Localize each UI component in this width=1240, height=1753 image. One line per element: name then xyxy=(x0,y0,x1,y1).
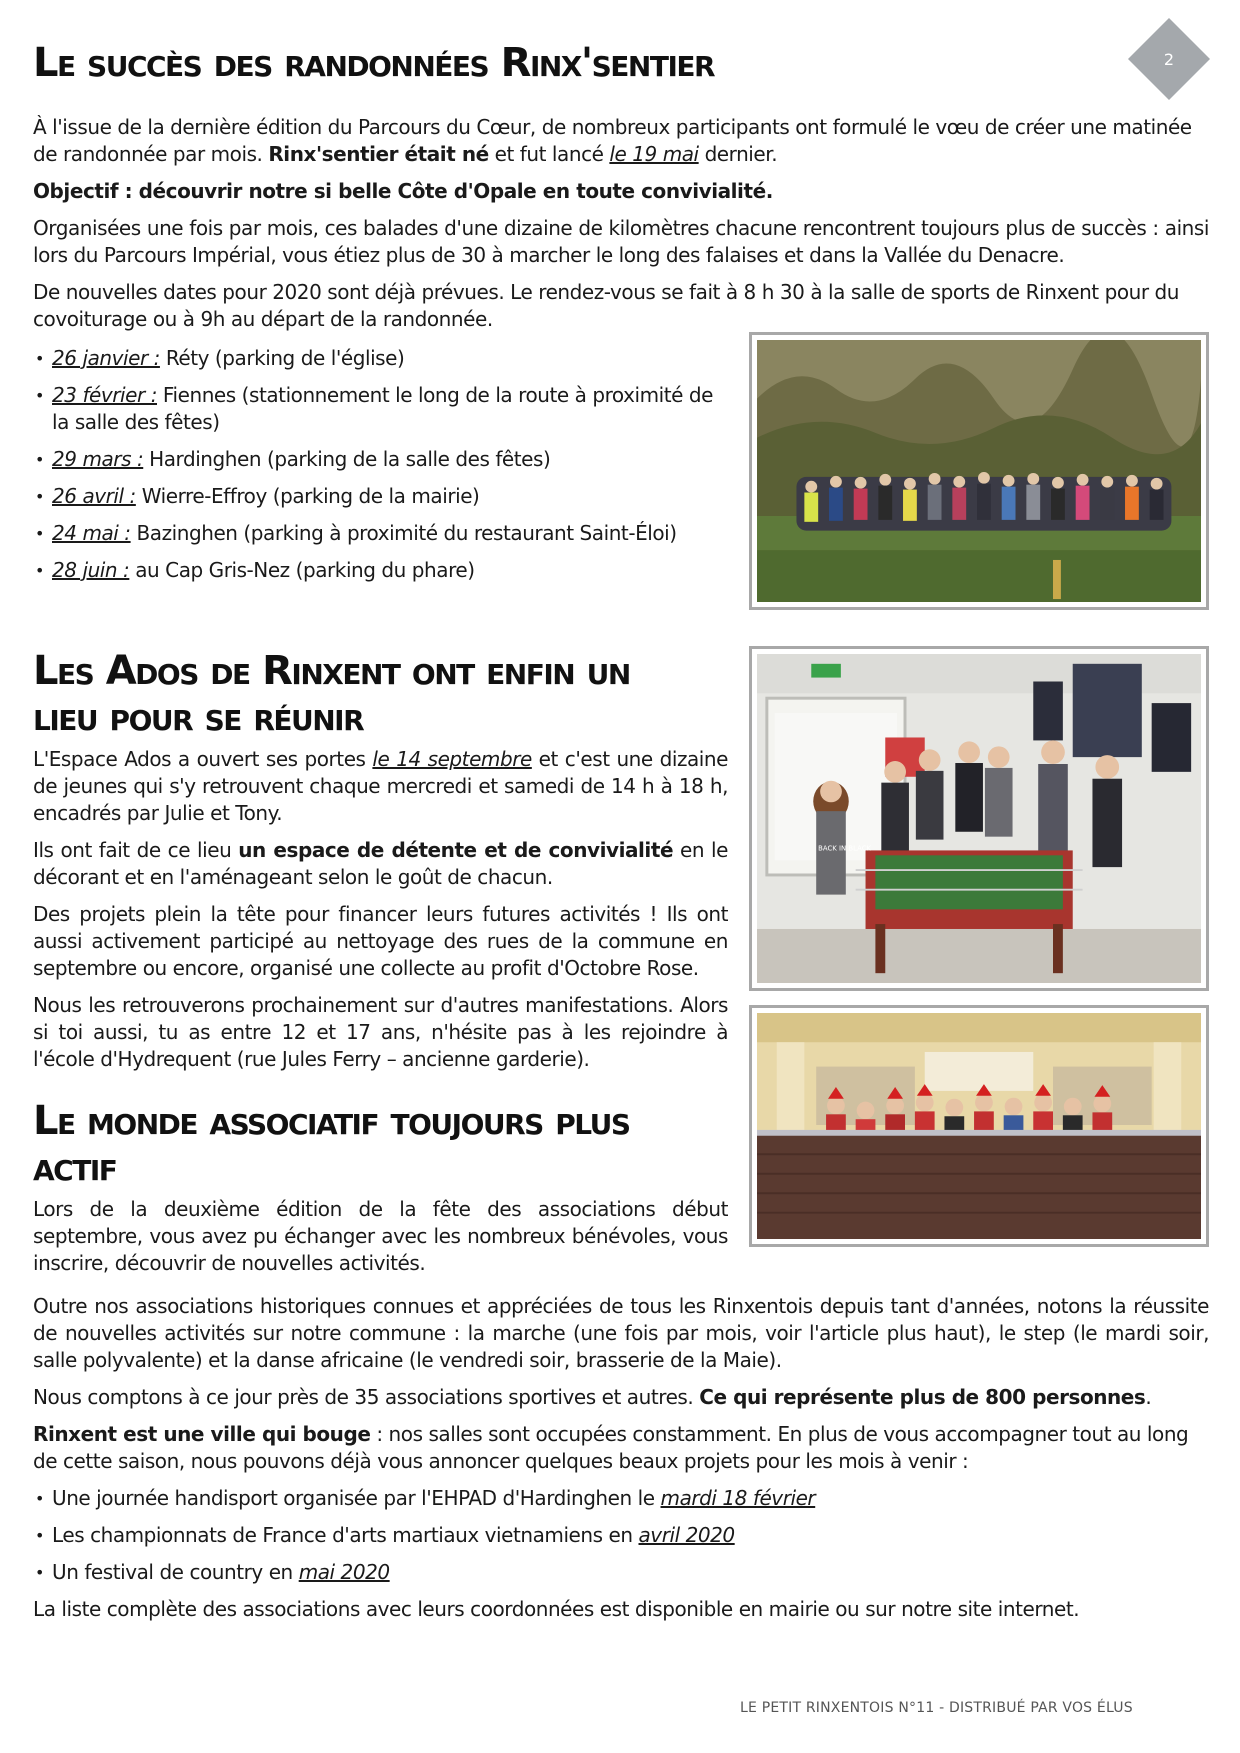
article1-objective: Objectif : découvrir notre si belle Côte d'Opale en toute convivialité. xyxy=(33,179,773,203)
article1-p3: De nouvelles dates pour 2020 sont déjà prévues. Le rendez-vous se fait à 8 h 30 à la salle de sports de Rinxent pour du covoiturage ou à 9h au départ de la randonnée. xyxy=(33,280,1180,331)
article2-title xyxy=(33,648,733,740)
article2-p3: Des projets plein la tête pour financer leurs futures activités ! Ils ont aussi activement participé au nettoyage des rues de la commune en septembre ou encore, organisé une collecte au profit d'Octobre Rose. xyxy=(33,902,728,980)
page-number: 2 xyxy=(1163,49,1175,69)
hikers-group-photo xyxy=(749,332,1209,610)
list-item: • 23 février : Fiennes (stationnement le long de la route à proximité de la salle des fêtes) xyxy=(33,382,733,436)
article3-p2: Outre nos associations historiques connues et appréciées de tous les Rinxentois depuis tant d'années, notons la réussite de nouvelles activités sur notre commune : la marche (une fois par mois, voir l'article plus haut), le step (le mardi soir, salle polyvalente) et la danse africaine (le vendredi soir, brasserie de la Maie). xyxy=(33,1294,1209,1372)
list-item: • 28 juin : au Cap Gris-Nez (parking du phare) xyxy=(33,557,733,584)
article1-dates-list xyxy=(33,345,733,594)
article3-p1: Lors de la deuxième édition de la fête des associations début septembre, vous avez pu échanger avec les nombreux bénévoles, vous inscrire, découvrir de nouvelles activités. xyxy=(33,1197,728,1275)
article1-title: Le succès des randonnées Rinx'sentier xyxy=(33,40,715,86)
list-item: • Une journée handisport organisée par l'EHPAD d'Hardinghen le mardi 18 février xyxy=(33,1485,1209,1512)
article3-body xyxy=(33,1293,1209,1633)
article2-body xyxy=(33,746,728,1083)
article2-title-line2: lieu pour se réunir xyxy=(33,694,364,740)
page-footer: LE PETIT RINXENTOIS N°11 - DISTRIBUÉ PAR VOS ÉLUS xyxy=(740,1700,1133,1716)
list-item: • 26 avril : Wierre-Effroy (parking de la mairie) xyxy=(33,483,733,510)
article1-intro xyxy=(33,114,1209,343)
article3-closing: La liste complète des associations avec leurs coordonnées est disponible en mairie ou sur notre site internet. xyxy=(33,1597,1080,1621)
list-item: • 29 mars : Hardinghen (parking de la salle des fêtes) xyxy=(33,446,733,473)
article3-events-list xyxy=(33,1485,1209,1586)
poster-text: BACK IN BLACK xyxy=(818,844,872,853)
article3-title-line1: Le monde associatif toujours plus xyxy=(33,1098,630,1144)
article2-p2: Ils ont fait de ce lieu un espace de détente et de convivialité en le décorant et en l'aménageant selon le goût de chacun. xyxy=(33,838,728,889)
list-item: • Un festival de country en mai 2020 xyxy=(33,1559,1209,1586)
article3-p3: Nous comptons à ce jour près de 35 associations sportives et autres. Ce qui représente plus de 800 personnes. xyxy=(33,1385,1152,1409)
article1-p1: À l'issue de la dernière édition du Parcours du Cœur, de nombreux participants ont formulé le vœu de créer une matinée de randonnée par mois. Rinx'sentier était né et fut lancé le 19 mai dernier. xyxy=(33,115,1192,166)
article2-p4: Nous les retrouverons prochainement sur d'autres manifestations. Alors si toi aussi, tu as entre 12 et 17 ans, n'hésite pas à les rejoindre à l'école d'Hydrequent (rue Jules Ferry – ancienne garderie). xyxy=(33,993,728,1071)
article2-title-line1: Les Ados de Rinxent ont enfin un xyxy=(33,648,630,694)
article1-p2: Organisées une fois par mois, ces balades d'une dizaine de kilomètres chacune rencontrent toujours plus de succès : ainsi lors du Parcours Impérial, vous étiez plus de 30 à marcher le long des falaises et dans la Vallée du Denacre. xyxy=(33,216,1209,267)
article3-title xyxy=(33,1098,733,1190)
list-item: • Les championnats de France d'arts martiaux vietnamiens en avril 2020 xyxy=(33,1522,1209,1549)
article3-intro xyxy=(33,1196,728,1287)
list-item: • 26 janvier : Réty (parking de l'église) xyxy=(33,345,733,372)
teens-room-photo xyxy=(749,646,1209,991)
article2-p1: L'Espace Ados a ouvert ses portes le 14 septembre et c'est une dizaine de jeunes qui s'y retrouvent chaque mercredi et samedi de 14 h à 18 h, encadrés par Julie et Tony. xyxy=(33,747,728,825)
article3-p4: Rinxent est une ville qui bouge : nos salles sont occupées constamment. En plus de vous accompagner tout au long de cette saison, nous pouvons déjà vous annoncer quelques beaux projets pour les mois à venir : xyxy=(33,1422,1189,1473)
article3-title-line2: actif xyxy=(33,1144,117,1190)
christmas-group-photo xyxy=(749,1005,1209,1247)
list-item: • 24 mai : Bazinghen (parking à proximité du restaurant Saint-Éloi) xyxy=(33,520,733,547)
